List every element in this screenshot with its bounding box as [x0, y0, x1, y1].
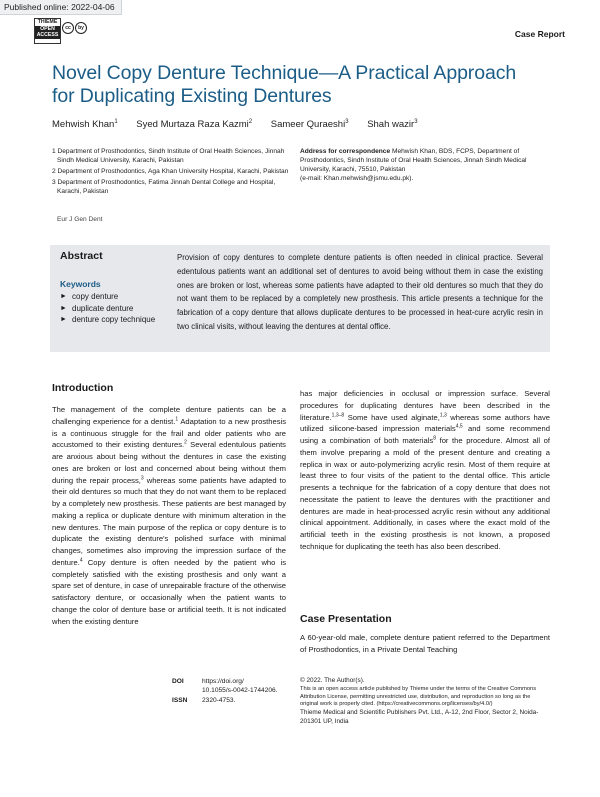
oa-badge-line-1: THIEME: [37, 19, 58, 25]
journal-name: Eur J Gen Dent: [57, 216, 103, 223]
author: Syed Murtaza Raza Kazmi$^2$: [136, 119, 253, 131]
abstract-heading: Abstract: [60, 250, 103, 262]
affiliations: [52, 147, 292, 198]
case-presentation-text: A 60-year-old male, complete denture patient referred to the Department of Prosthodontics, in a Private Dental Teaching: [300, 633, 550, 654]
oa-badge-line-2: OPEN: [35, 26, 60, 33]
author-list: [52, 119, 434, 130]
introduction-heading: Introduction: [52, 382, 114, 394]
footer-copyright: [300, 677, 550, 727]
arrow-icon: ►: [60, 304, 67, 312]
article-title: Novel Copy Denture Technique—A Practical Approach for Duplicating Existing Dentures: [52, 62, 517, 107]
affiliation-item: 2 Department of Prosthodontics, Aga Khan University Hospital, Karachi, Pakistan: [52, 168, 289, 175]
arrow-icon: ►: [60, 293, 67, 300]
author: Mehwish Khan$^1$: [52, 119, 118, 131]
correspondence-label: Address for correspondence: [300, 148, 391, 155]
thieme-open-access-logo: [34, 18, 61, 44]
abstract-text: Provision of copy dentures to complete denture patients is often needed in clinical practice. Several edentulous patients want an additional set of dentures to avoid being without them in case the existing ones are broken or lost, whereas some patients have adapted to their old dentures so much that they do not want them to be replaced by a completely new prosthesis. This article presents a technique for the fabrication of a copy denture that allows duplicate dentures to be processed in heat-cure acrylic resin in two clinical visits, without leaving the dentures at dental office.: [177, 253, 543, 331]
by-icon: by: [75, 22, 87, 34]
author: Sameer Quraeshi$^3$: [270, 119, 349, 131]
keywords-list: [60, 291, 170, 326]
affiliation-item: 3 Department of Prosthodontics, Fatima Jinnah Dental College and Hospital, Karachi, Pakistan: [52, 179, 276, 195]
doi-value[interactable]: 10.1055/s-0042-1744206.: [202, 687, 278, 695]
introduction-text-continued: has major deficiencies in occlusal or impression surface. Several procedures for duplicating dentures have been described in the literature.$^{1,3-8}$ Some have used alginate,$^{1,3}$ whereas some authors have utilized silicone-based impression materials$^{4,5}$ and some recommend using a combination of both materials$^8$ for the procedure. Almost all of them involve preparing a mold of the present denture and creating a replica in wax or auto-polymerizing acrylic resin. Most of them require at least three to four visits of the patient to the dental office. This article presents a technique for the fabrication of a copy denture that does not necessitate the patient to leave the dentures with the practitioner and dentures are made in heat-processed acrylic resin without any additional clinical appointment. Additionally, in cases where the exact mold of the artificial teeth in the existing prosthesis is not known, a proposed technique for duplicating the teeth has also been described.: [300, 389, 550, 551]
issn-label: ISSN: [172, 696, 188, 704]
doi-link[interactable]: https://doi.org/: [202, 678, 244, 685]
affiliation-item: 1 Department of Prosthodontics, Sindh Institute of Oral Health Sciences, Jinnah Sindh Medical University, Karachi, Pakistan: [52, 148, 285, 164]
keyword-item: ► duplicate denture: [60, 303, 134, 313]
published-online-tag: Published online: 2022-04-06: [0, 0, 122, 15]
keyword-item: ► copy denture: [60, 292, 119, 301]
article-type: Case Report: [514, 29, 565, 39]
introduction-text: The management of the complete denture patients can be a challenging experience for a dentist.$^1$ Adaptation to a new prosthesis is a continuous struggle for the frail and older patients who are accustomed to their existing dentures.$^2$ Several edentulous patients are anxious about being without the dentures in case the existing ones are broken or lost and concerned about being without them during the repair process,$^3$ whereas some patients have adapted to their old dentures so much that they do not want them to be replaced by a completely new prosthesis. These patients are best managed by making a replica or duplicate denture with minimum alteration in the new dentures. The main purpose of the replica or copy denture is to duplicate the existing denture's polished surface with minimal changes, sometimes also improving the impression surface of the denture.$^4$ Copy denture is often needed by the patient who is completely satisfied with the existing prosthesis and only want a spare set of denture, in case of unrepairable fracture of the otherwise satisfactory denture, or occasionally when the patient wants to change the color of denture base or artificial teeth. It is not indicated when the existing denture: [52, 405, 287, 626]
keywords-heading: Keywords: [60, 279, 101, 289]
issn-value: 2320-4753.: [202, 696, 236, 704]
copyright-line: © 2022. The Author(s).: [300, 677, 365, 684]
doi-label: DOI: [172, 678, 184, 685]
keyword-item: ► denture copy technique: [60, 315, 156, 324]
license-text: This is an open access article published by Thieme under the terms of the Creative Commons Attribution License, permitting unrestricted use, distribution, and reproduction so long as the original work is properly cited. (https://creativecommons.org/licenses/by/4.0/): [300, 685, 537, 708]
creative-commons-icons: [62, 22, 88, 40]
correspondence-address: [300, 147, 550, 183]
case-presentation-heading: Case Presentation: [300, 613, 392, 625]
arrow-icon: ►: [60, 316, 67, 323]
author: Shah wazir$^3$: [367, 119, 418, 131]
publisher-address: Thieme Medical and Scientific Publishers Pvt. Ltd., A-12, 2nd Floor, Sector 2, Noida-201301 UP, India: [300, 709, 539, 725]
correspondence-text: Mehwish Khan, BDS, FCPS, Department of Prosthodontics, Sindh Institute of Oral Health Sciences, Jinnah Sindh Medical University, Karachi, 75510, Pakistan: [300, 148, 527, 173]
correspondence-email[interactable]: (e-mail: Khan.mehwish@jsmu.edu.pk).: [300, 175, 414, 182]
cc-icon: cc: [62, 22, 74, 34]
oa-badge-line-3: ACCESS: [36, 32, 59, 39]
footer-identifiers: [172, 677, 278, 705]
